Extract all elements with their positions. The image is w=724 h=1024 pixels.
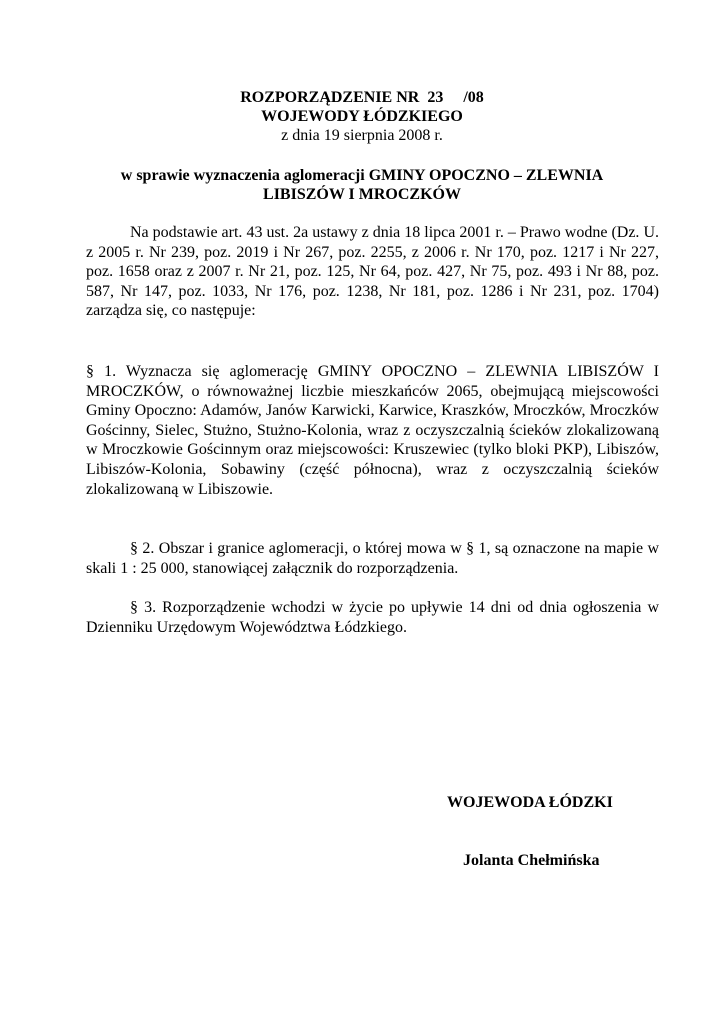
document-date: z dnia 19 sierpnia 2008 r. [281, 127, 443, 144]
document-header [0, 88, 724, 145]
issuer-title: WOJEWODY ŁÓDZKIEGO [261, 108, 463, 125]
section-1-paragraph: § 1. Wyznacza się aglomerację GMINY OPOCZNO – ZLEWNIA LIBISZÓW I MROCZKÓW, o równoważnej liczbie mieszkańców 2065, obejmującą miejscowości Gminy Opoczno: Adamów, Janów Karwicki, Karwice, Kraszków, Mroczków, Mroczków Gościnny, Sielec, Stużno, Stużno-Kolonia, wraz z oczyszczalnią ścieków zlokalizowaną w Mroczkowie Gościnnym oraz miejscowości: Kruszewiec (tylko bloki PKP), Libiszów, Libiszów-Kolonia, Sobawiny (część północna), wraz z oczyszczalnią ścieków zlokalizowaną w Libiszowie. [86, 363, 659, 498]
signatory-title: WOJEWODA ŁÓDZKI [447, 794, 613, 811]
section-2-paragraph: § 2. Obszar i granice aglomeracji, o której mowa w § 1, są oznaczone na mapie w skali 1 : 25 000, stanowiącej załącznik do rozporządzenia. [86, 540, 659, 577]
legal-basis-paragraph: Na podstawie art. 43 ust. 2a ustawy z dnia 18 lipca 2001 r. – Prawo wodne (Dz. U. z 2005 r. Nr 239, poz. 2019 i Nr 267, poz. 2255, z 2006 r. Nr 170, poz. 1217 i Nr 227, poz. 1658 oraz z 2007 r. Nr 21, poz. 125, Nr 64, poz. 427, Nr 75, poz. 493 i Nr 88, poz. 587, Nr 147, poz. 1033, Nr 176, poz. 1238, Nr 181, poz. 1286 i Nr 231, poz. 1704) zarządza się, co następuje: [86, 224, 659, 320]
subject-line-1: w sprawie wyznaczenia aglomeracji GMINY OPOCZNO – ZLEWNIA [120, 167, 604, 184]
regulation-title: ROZPORZĄDZENIE NR 23 /08 [240, 89, 484, 106]
signatory-name: Jolanta Chełmińska [463, 852, 600, 869]
subject-line-2: LIBISZÓW I MROCZKÓW [263, 186, 461, 203]
document-subject [0, 166, 724, 204]
section-3-paragraph: § 3. Rozporządzenie wchodzi w życie po upływie 14 dni od dnia ogłoszenia w Dzienniku Urzędowym Województwa Łódzkiego. [86, 599, 659, 636]
